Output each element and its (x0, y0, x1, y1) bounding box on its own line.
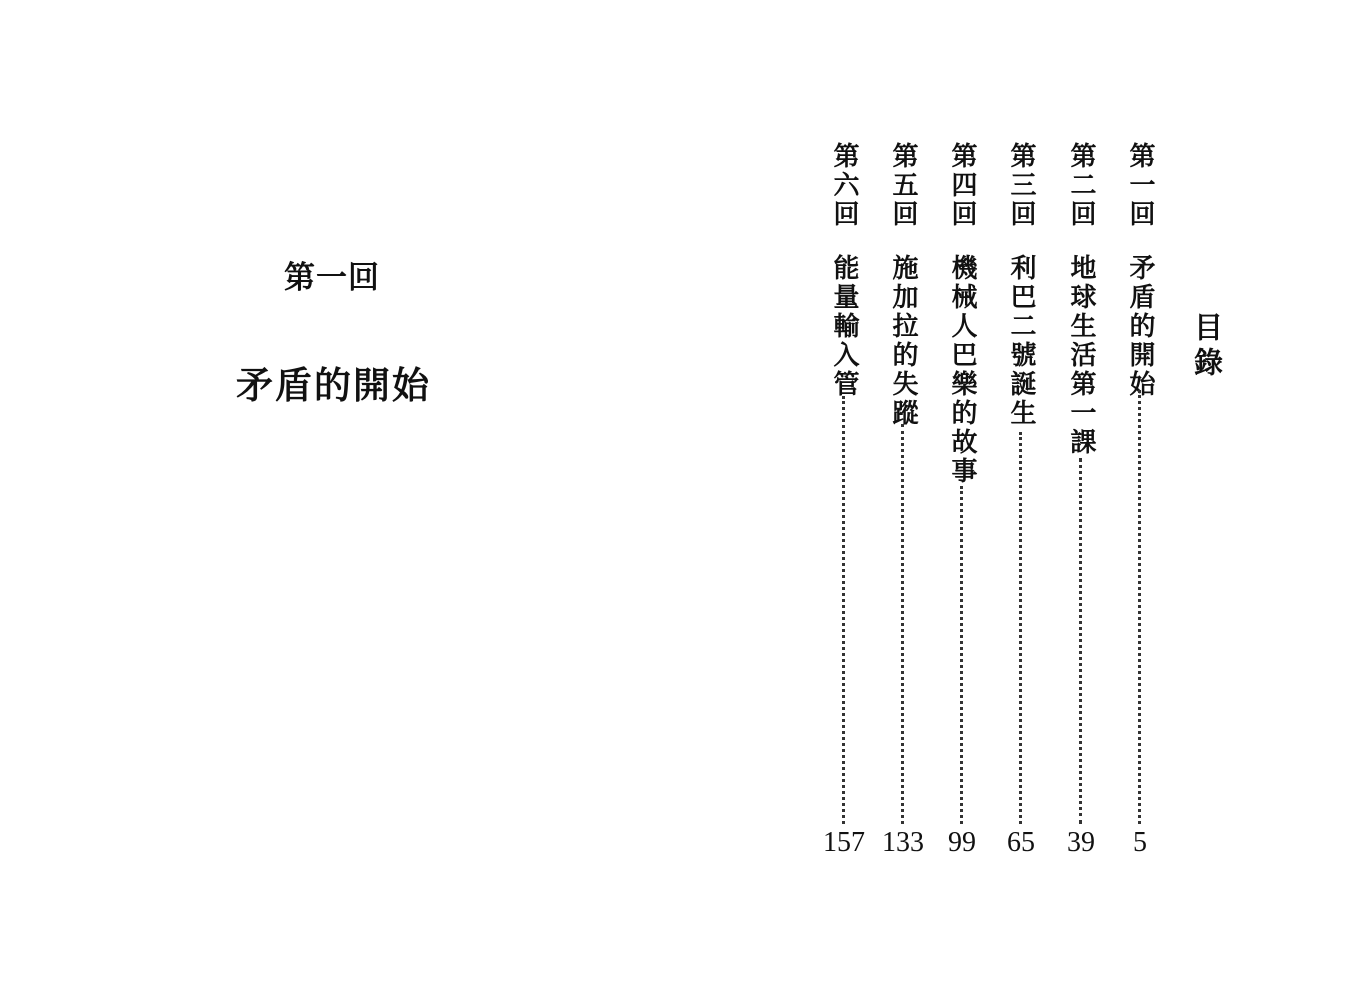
toc-entry-title: 地球生活第一課 (1066, 254, 1096, 457)
toc-entry-page: 99 (948, 827, 976, 858)
toc-entry-page: 157 (823, 827, 865, 858)
toc-leader-dots (1079, 458, 1082, 824)
toc-entry-label: 第二回 (1066, 142, 1096, 229)
toc-leader-dots (960, 486, 963, 824)
chapter-title: 矛盾的開始 (236, 364, 431, 407)
toc-entry-title: 施加拉的失蹤 (888, 254, 918, 428)
toc-heading: 目錄 (1190, 312, 1224, 382)
toc-entry-page: 133 (882, 827, 924, 858)
toc-leader-dots (1019, 432, 1022, 824)
right-page (674, 0, 1348, 1000)
toc-entry-2 (1060, 142, 1102, 882)
toc-entry-5 (882, 142, 924, 882)
toc-leader-dots (1138, 390, 1141, 824)
toc-entry-6 (823, 142, 865, 882)
toc-entry-1 (1119, 142, 1161, 882)
toc-entry-label: 第三回 (1006, 142, 1036, 229)
toc-entry-label: 第四回 (947, 142, 977, 229)
toc-entry-title: 機械人巴樂的故事 (947, 254, 977, 486)
chapter-number: 第一回 (284, 260, 380, 296)
toc-entry-page: 5 (1133, 827, 1147, 858)
toc-entry-4 (941, 142, 983, 882)
toc-leader-dots (842, 396, 845, 824)
toc-entry-title: 矛盾的開始 (1125, 254, 1155, 399)
toc-entry-title: 能量輸入管 (829, 254, 859, 399)
toc-entry-page: 65 (1007, 827, 1035, 858)
toc-entry-title: 利巴二號誕生 (1006, 254, 1036, 428)
toc-leader-dots (901, 424, 904, 824)
toc-entry-page: 39 (1067, 827, 1095, 858)
toc-entry-3 (1000, 142, 1042, 882)
toc-entry-label: 第五回 (888, 142, 918, 229)
toc-entry-label: 第一回 (1125, 142, 1155, 229)
toc-entry-label: 第六回 (829, 142, 859, 229)
